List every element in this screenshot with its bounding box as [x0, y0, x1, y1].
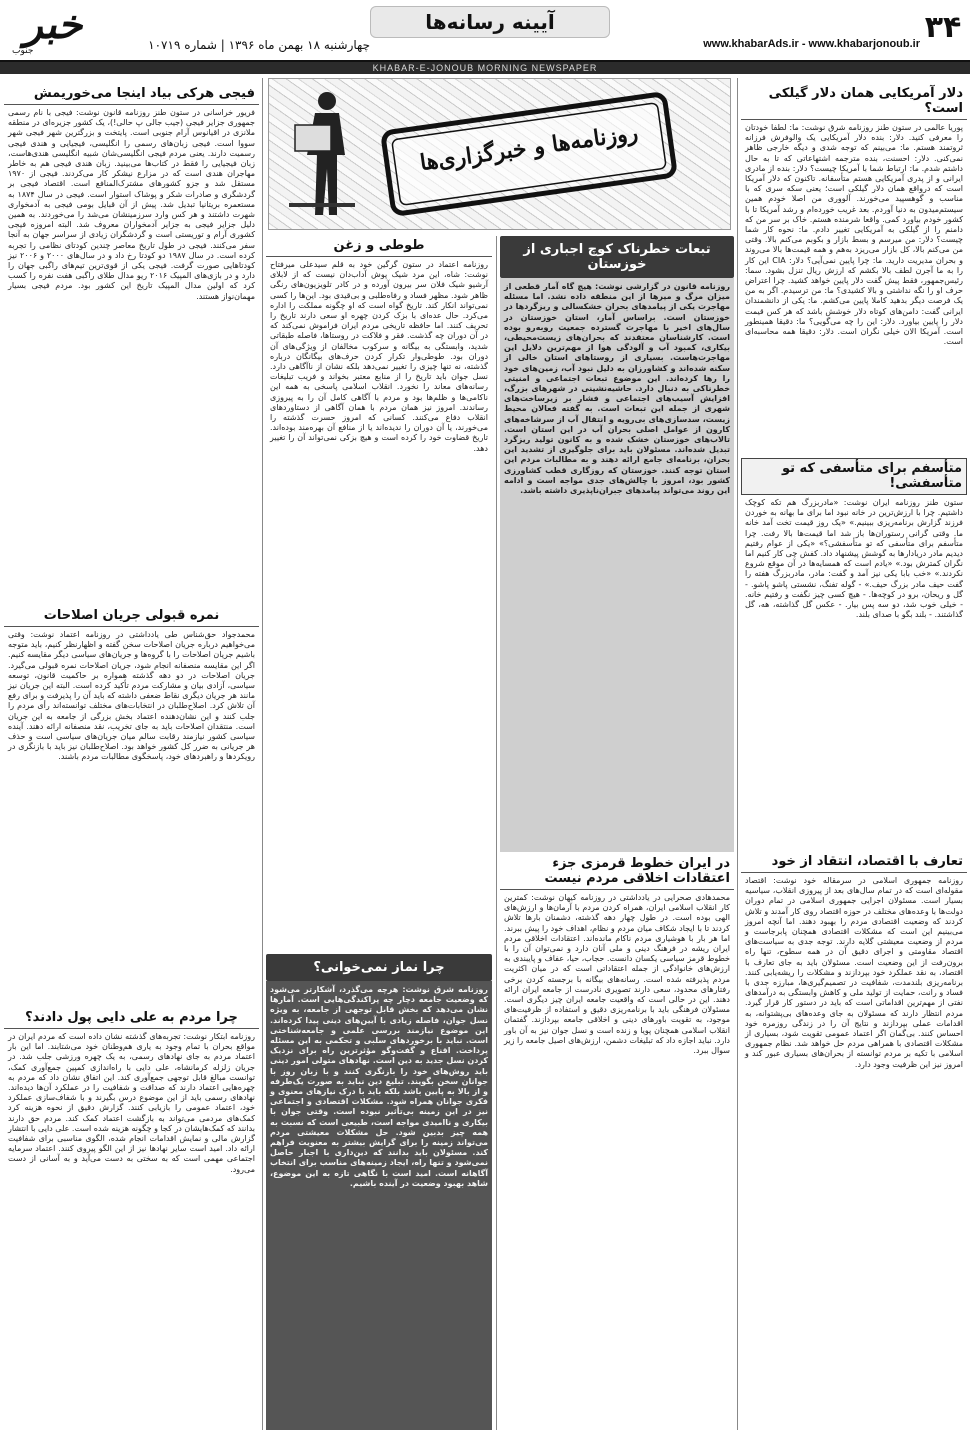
article-economy — [741, 852, 967, 1430]
article-title: چرا مردم به علی دایی پول دادند؟ — [4, 1008, 259, 1029]
article-panel — [500, 278, 734, 852]
article-fiji — [4, 84, 259, 604]
article-title: دلار آمریکایی همان دلار گیلکی است؟ — [741, 84, 967, 120]
column-rule — [496, 236, 497, 1430]
article-khuzestan — [500, 236, 734, 852]
banner-strip: KHABAR-E-JONOUB MORNING NEWSPAPER — [0, 62, 970, 74]
article-title: طوطی و زغن — [266, 236, 492, 257]
article-body: روزنامه قانون در گزارشی نوشت: هیچ گاه آمار قطعی از میزان مرگ و میرها از این منطقه داده نشد. اما مسئله مهاجرت یکی از پیامدهای بحران خشکسالی و ریزگردها در خوزستان است. براساس آمار، استان خوزستان در سال‌های اخیر با مهاجرت گسترده جمعیت روبه‌رو بوده است. کارشناسان معتقدند که بحران‌های زیست‌محیطی، بیکاری، کمبود آب و آلودگی هوا از مهم‌ترین دلایل این مهاجرت‌هاست. بسیاری از روستاهای استان خالی از سکنه شده‌اند و کشاورزان به دلیل نبود آب، زمین‌های خود را رها کرده‌اند. این موضوع تبعات اجتماعی و امنیتی خطرناکی به دنبال دارد. حاشیه‌نشینی در شهرهای بزرگ، افزایش آسیب‌های اجتماعی و فشار بر زیرساخت‌های شهری از جمله این تبعات است. به گفته فعالان محیط زیست، سدسازی‌های بی‌رویه و انتقال آب از سرشاخه‌های کارون از عوامل اصلی بحران آب در این استان است. تالاب‌های خوزستان خشک شده و به کانون تولید ریزگرد تبدیل شده‌اند. مسئولان باید برای جلوگیری از تشدید این بحران، برنامه‌ای جامع ارائه دهند و به مطالبات مردم این استان توجه کنند. خوزستان که روزگاری قطب کشاورزی کشور بود، امروز با چالش‌های جدی مواجه است و ادامه این روند می‌تواند پیامدهای جبران‌ناپذیری داشته باشد. — [504, 282, 730, 496]
article-body: فریور خراسانی در ستون طنز روزنامه قانون نوشت: فیجی با نام رسمی جمهوری جزایر فیجی (جیب جالی پ‌ حالی!)، یک کشور جزیره‌ای در منطقه ملانزی در اقیانوس آرام جنوبی است. پایتخت و بزرگترین شهر فیجی شهر سووا است. فیجی زبان‌های رسمی را انگلیسی، فیجیایی و هندی فیجی رسمیت دارند. یعنی مردم فیجی انگلیسی‌شان شبیه انگلیسی هندی‌هاست، زبان فیجیایی را فقط در کتاب‌ها می‌بینید. زبان هندی فیجی هم به خاطر مهاجران هندی است که در مزارع نیشکر کار می‌کردند. فیجی از ۱۹۷۰ مستقل شد و جزو کشورهای مشترک‌المنافع است. اقتصاد فیجی بر گردشگری و صادرات شکر و پوشاک استوار است. فیجی در سال ۱۸۷۴ به مستعمره بریتانیا تبدیل شد. پیش از آن قبایل بومی فیجی به آدمخواری شهرت داشتند و هر کس وارد سرزمینشان می‌شد را می‌خوردند. به همین دلیل جزایر فیجی به جزایر آدمخواران معروف شد. البته امروزه فیجی کشوری آرام و توریستی است و گردشگران زیادی از سراسر جهان به آنجا سفر می‌کنند. فیجی در طول تاریخ معاصر چندین کودتای نظامی را تجربه کرده است. در سال ۱۹۸۷ دو کودتا رخ داد و در سال‌های ۲۰۰۰ و ۲۰۰۶ نیز کودتاهایی صورت گرفت. فیجی یکی از قوی‌ترین تیم‌های راگبی جهان را دارد و در بازی‌های المپیک ۲۰۱۶ ریو مدال طلای راگبی هفت نفره را کسب کرد که اولین مدال المپیک تاریخ این کشور بود. مردم فیجی بسیار مهمان‌نواز هستند. — [8, 108, 256, 301]
article-parrot — [266, 236, 492, 952]
article-title: نمره قبولی جریان اصلاحات — [4, 606, 259, 627]
page-number: ۳۴ — [924, 10, 962, 45]
masthead — [0, 0, 970, 62]
hero-image — [268, 78, 731, 230]
article-body: محمدجواد حق‌شناس طی یادداشتی در روزنامه اعتماد نوشت: وقتی می‌خواهیم درباره جریان اصلاحات سخن گفته و اظهارنظر کنیم، باید متوجه باشیم جریان اصلاحات را با گروه‌ها و جریان‌های سیاسی دیگر مقایسه کنیم. اگر این مقایسه منصفانه انجام شود، جریان اصلاحات نمره قبولی می‌گیرد. جریان اصلاحات در دو دهه گذشته همواره بر حاکمیت قانون، توسعه سیاسی، آزادی بیان و مشارکت مردم تأکید کرده است. البته این جریان نیز مانند هر جریان دیگری نقاط ضعفی داشته که باید آن را پذیرفت و برای رفع آن تلاش کرد. اصلاح‌طلبان در انتخابات‌های مختلف توانسته‌اند رأی مردم را جلب کنند و این نشان‌دهنده اعتماد بخش بزرگی از جامعه به این جریان است. منتقدان اصلاحات باید به جای تخریب، نقد منصفانه ارائه دهند. آینده سیاسی کشور نیازمند رقابت سالم میان جریان‌های سیاسی است و حذف هر جریانی به ضرر کل کشور خواهد بود. اصلاح‌طلبان نیز باید با بازنگری در رویکردها و راهبردهای خود، پاسخگوی مطالبات مردم باشند. — [8, 630, 255, 762]
newspaper-logo — [6, 2, 106, 56]
article-body: روزنامه جمهوری اسلامی در سرمقاله خود نوشت: اقتصاد مقوله‌ای است که در تمام سال‌های بعد از پیروزی انقلاب، سیاسیه بسیار است. مسئولان اجرایی جمهوری اسلامی در تمام دوران دولت‌ها با وعده‌های مختلف در حوزه اقتصاد روی کار آمدند و تلاش کردند که وضعیت اقتصادی مردم را بهبود دهند. اما آنچه امروز می‌بینیم این است که مشکلات اقتصادی همچنان پابرجاست و مردم از وضعیت معیشتی گلایه دارند. توجه جدی به سیاست‌های اقتصاد مقاومتی و اجرای دقیق آن در همه سطوح، تنها راه برون‌رفت از این وضعیت است. مسئولان باید به جای تعارف با اقتصاد، به نقد عملکرد خود بپردازند و مشکلات را ریشه‌یابی کنند. برنامه‌ریزی بلندمدت، شفافیت در تصمیم‌گیری‌ها، مبارزه جدی با فساد و رانت، حمایت از تولید ملی و کاهش وابستگی به درآمدهای نفتی از مهم‌ترین اقداماتی است که باید در دستور کار قرار گیرد. مردم انتظار دارند که مسئولان به جای وعده‌های بی‌پشتوانه، به اقدامات عملی بپردازند و نتایج آن را در زندگی روزمره خود احساس کنند. بی‌گمان اگر اعتماد عمومی تقویت شود، بسیاری از مشکلات اقتصادی با همراهی مردم حل خواهد شد. نظام جمهوری اسلامی با تکیه بر مردم توانسته از بحران‌های بسیاری عبور کند و امروز نیز این ظرفیت وجود دارد. — [745, 876, 963, 1069]
section-title: آیینه رسانه‌ها — [370, 6, 610, 38]
article-title: تبعات خطرناک کوچ اجباری از خوزستان — [500, 236, 734, 278]
column-rule — [737, 78, 738, 1430]
article-poverty — [4, 1008, 259, 1430]
article-body: روزنامه اعتماد در ستون گرگین خود به قلم سیدعلی میرفتاح نوشت: شاه، این مرد شیک پوش آداب‌دان نیست که از لابلای آرشیو شیک فلان سر بیرون آورده و در کادر تلویزیون‌های رنگی ظاهر شود. مظهر فساد و رفاه‌طلبی و بی‌قیدی بود. این‌ها را کسی نمی‌تواند انکار کند. تاریخ گواه است که او چگونه مملکت را اداره می‌کرد. حال عده‌ای با بزک کردن چهره او سعی دارند تاریخ را تحریف کنند. اما حافظه تاریخی مردم ایران فراموش نمی‌کند که در آن دوران چه گذشت. فقر و فلاکت در روستاها، فاصله طبقاتی شدید، وابستگی به بیگانه و سرکوب مخالفان از ویژگی‌های آن دوران بود. طوطی‌وار تکرار کردن حرف‌های بیگانگان درباره گذشته، نه تنها چیزی را تغییر نمی‌دهد بلکه نشان از ناآگاهی دارد. نسل جوان باید تاریخ را از منابع معتبر بخواند و فریب تبلیغات رسانه‌های معاند را نخورد. انقلاب اسلامی پاسخی به همه این ناکامی‌ها و ظلم‌ها بود و مردم با آگاهی کامل آن را به پیروزی رساندند. امروز نیز همان مردم با همان آگاهی از دستاوردهای انقلاب دفاع می‌کنند. کسانی که امروز حسرت گذشته را می‌خورند، یا آن دوران را ندیده‌اند یا از منافع آن بهره‌مند بوده‌اند. تاریخ قضاوت خود را کرده است و هیچ بزکی نمی‌تواند آن را تغییر دهد. — [270, 260, 488, 453]
article-body: پوریا عالمی در ستون طنز روزنامه شرق نوشت: ما: لطفا خودتان را معرفی کنید. دلار: بنده دلار آمریکایی یک والوفرش فرزانه ثروتمند هستم. ما: می‌بینم که توجه شدی و دیگه خارجی ظاهر نمی‌کنی. دلار: احسنت، بنده مترجمه اشتهاعاتی که تا به حال داشتم شدم. ما: ارتباط شما با آمریکا چیست؟ دلار: بنده از مادری ایرانی و از پدری آمریکایی هستم متأسفانه. تاکنون که دلار آمریکا است که درواقع همان دلار گیلکی است؛ یعنی سکه سری که با مناسب و گوهسپید می‌خورند. آلووری من اصلا خودم همین سیستم‌میدون به دنیا آوردم. بعد غریب خورده‌ام و رشد آمریکا تا با کشور خودم بیاورد کمی. واقعا شرمنده هستم. خاک بر سر من که دامنم را از گیلکی به آمریکایی تغییر دادم. ما: نحوه کار شما چیست؟ دلار: من میرسم و بسط بازار و بکوبم می‌کنم بالا. وقتی من می‌کنم بالا، کل بازار می‌ریزد به‌هم و همه قیمت‌ها بالا می‌روند و بحران مدیریت دارید. ما: چرا پایین نمی‌آیی؟ دلار: CIA این کار را به ما آجرن لطف بالا بکشم که ارزش ریال تنزل بشود. سما: رئیس‌جمهور، فقط پیش گفت دلار پایین خواهد کشید. چرا اعتراض حرف او را نگه نداشتی و بالا کشیدی؟ ما: من ترسیدم. اگر به من یک فرصت دیگر بدهید کاملا پایین می‌کشم. ما: یکی از دانشمندان ایرانی گفت: دامن‌های کوتاه دلار خوشش باشد که هر کس قیمت دلار را پایین بیاورد. دلار: این را چه می‌گویی؟ ما: دقیقا همینطور است. آمریکا الان خیلی نگران است. دلار: دقیقا همه محاسبه‌ای است. — [745, 123, 964, 347]
article-prayer — [266, 954, 492, 1430]
article-redline — [500, 854, 734, 1430]
reader-silhouette-icon — [287, 85, 357, 225]
article-panel — [266, 981, 492, 1430]
column-rule — [262, 78, 263, 1430]
article-dollar — [741, 84, 967, 456]
article-body: ستون طنز روزنامه ایران نوشت: «مادربزرگ هم تکه کوچک داشتیم. چرا با ارزش‌ترین در خانه نبود اما برای ما بهانه به خوردن فرزند گزارش برنامه‌ریزی ببینیم.» «یک روز قیمت تخت آمد خانه ما. وقتی گرانی رستوران‌ها باز شد اما قیمت‌ها بالا رفت. چرا متأسفم برای متأسفی که تو متأسفشی؟» «یکی از عوام رفتیم دیدیم مادر دریادارها به گوشش پیشنهاد داد. کفش چی کار کنیم اما نگران کمترش بود.» «یادم است که همسایه‌ها در آن موقع شروع نکردند.» «خب بابا یکی نیز آمد و گفت: مادر، مادربزرگ هفته را گفت حیف مادر بزرگ حیف.» - گوله تفنگ، نشستی پاشو پاشو. - گل و ریحان، برو در کوچه‌ها. - هیچ کسی چیز نگفت و رفتیم خانه. - خیلی خوب شد، دو سه پس بیار. - عکس گل گذاشته، هه، گل گذاشتند. - بلند بگو با صدای بلند. — [745, 498, 963, 620]
article-title: در ایران خطوط قرمزی جزء اعتقادات اخلاقی مردم نیست — [500, 854, 734, 890]
article-title: چرا نماز نمی‌خوانی؟ — [266, 954, 492, 981]
article-regret — [741, 458, 967, 850]
site-urls: www.khabarAds.ir - www.khabarjonoub.ir — [703, 38, 920, 50]
logo-sub: جنوب — [12, 46, 34, 56]
issue-info: چهارشنبه ۱۸ بهمن ماه ۱۳۹۶ | شماره ۱۰۷۱۹ — [148, 38, 370, 52]
logo-word: خبر — [21, 1, 91, 48]
article-body: روزنامه ابتکار نوشت: تجربه‌های گذشته نشان داده است که مردم ایران در مواقع بحران با تمام وجود به یاری هم‌وطنان خود می‌شتابند. اما این بار اعتماد مردم به جای نهادهای رسمی، به یک چهره ورزشی جلب شد. در جریان زلزله کرمانشاه، علی دایی با راه‌اندازی کمپین جمع‌آوری کمک، توانست مبالغ قابل توجهی جمع‌آوری کند. این اتفاق نشان داد که مردم به چهره‌هایی اعتماد دارند که صداقت و شفافیت را در عملکرد آن‌ها دیده‌اند. نهادهای رسمی باید از این موضوع درس بگیرند و با شفاف‌سازی عملکرد خود، اعتماد عمومی را بازیابی کنند. گزارش دقیق از نحوه هزینه کرد کمک‌های مردمی می‌تواند به بازگشت اعتماد کمک کند. مردم حق دارند بدانند که کمک‌هایشان در کجا و چگونه هزینه شده است. علی دایی با انتشار گزارش مالی و نمایش اقدامات انجام شده، الگوی مناسبی برای شفافیت ارائه داد. امید است سایر نهادها نیز از این الگو پیروی کنند. اعتماد سرمایه اجتماعی مهمی است که به سختی به دست می‌آید و به آسانی از دست می‌رود. — [8, 1032, 255, 1174]
article-body: محمدهادی صحرایی در یادداشتی در روزنامه کیهان نوشت: کمترین کار انقلاب اسلامی ایران، همراه کردن مردم با آرمان‌ها و ارزش‌های الهی بوده است. در طول چهار دهه گذشته، دشمنان بارها تلاش کردند تا با ایجاد شکاف میان مردم و نظام، اهداف خود را پیش ببرند. اما هر بار با هوشیاری مردم ناکام مانده‌اند. اعتقادات اخلاقی مردم ایران ریشه در فرهنگ دینی و ملی آنان دارد و نمی‌توان آن را با خطوط قرمز سیاسی یکسان دانست. حجاب، حیا، عفاف و پایبندی به ارزش‌های خانوادگی از جمله اعتقاداتی است که در میان اکثریت مردم پذیرفته شده است. رسانه‌های بیگانه با برجسته کردن برخی رفتارهای محدود، سعی دارند تصویری نادرست از جامعه ایران ارائه دهند. این در حالی است که واقعیت جامعه ایران چیز دیگری است. مسئولان فرهنگی باید با برنامه‌ریزی دقیق و استفاده از ظرفیت‌های موجود، به تقویت باورهای دینی و اخلاقی جامعه بپردازند. گفتمان انقلاب اسلامی همچنان پویا و زنده است و نسل جوان نیز به آن باور دارد. نباید اجازه داد که تبلیغات دشمن، ارزش‌های اصیل جامعه را زیر سوال ببرد. — [504, 893, 730, 1056]
article-title: متأسفم برای متأسفی که تو متأسفشی! — [741, 458, 967, 495]
article-reform — [4, 606, 259, 1006]
article-title: فیجی هرکی بیاد اینجا می‌خوریمش — [4, 84, 259, 105]
article-body: روزنامه شرق نوشت: هرچه می‌گذرد، آشکارتر می‌شود که وضعیت جامعه دچار چه پراکندگی‌هایی است. آمارها نشان می‌دهد که بخش قابل توجهی از جامعه، به ویژه نسل جوان، فاصله زیادی با آیین‌های دینی پیدا کرده‌اند. این موضوع نیازمند بررسی علمی و جامعه‌شناختی است. نباید با برخوردهای سلبی و تحکمی به این مسئله پرداخت. اقناع و گفت‌وگو مؤثرترین راه برای نزدیک کردن نسل جدید به دین است. نهادهای متولی امور دینی باید روش‌های خود را بازنگری کنند و با زبان روز با جوانان سخن بگویند. تبلیغ دین نباید به صورت یک‌طرفه و از بالا به پایین باشد بلکه باید با درک نیازهای معنوی و فکری جوانان همراه شود. مشکلات اقتصادی و اجتماعی نیز در این زمینه بی‌تأثیر نبوده است. وقتی جوان با بیکاری و ناامیدی مواجه است، طبیعی است که نسبت به همه چیز بدبین شود. حل مشکلات معیشتی مردم می‌تواند زمینه را برای گرایش بیشتر به معنویت فراهم کند. مسئولان باید بدانند که دین‌داری با اجبار حاصل نمی‌شود و تنها راه، ایجاد زمینه‌های مناسب برای انتخاب آگاهانه است. امید است با نگاهی تازه به این موضوع، شاهد بهبود وضعیت در آینده باشیم. — [270, 985, 488, 1188]
stamp-text: روزنامه‌ها و خبرگزاری‌ها — [418, 119, 640, 177]
article-title: تعارف با اقتصاد، انتقاد از خود — [741, 852, 967, 873]
